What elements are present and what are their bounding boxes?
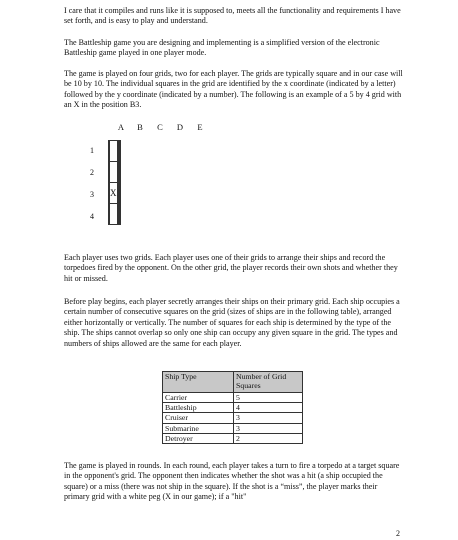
ship-name: Carrier <box>163 393 234 403</box>
ship-row <box>163 423 303 433</box>
ship-size: 3 <box>234 423 303 433</box>
ship-table <box>162 371 303 444</box>
grid-cell-marked: X <box>110 183 118 204</box>
example-grid <box>108 140 121 225</box>
column-label: E <box>197 122 203 132</box>
ship-name: Cruiser <box>163 413 234 423</box>
page-number: 2 <box>396 529 400 538</box>
ship-name: Detroyer <box>163 433 234 443</box>
grid-cell <box>110 141 118 162</box>
grid-row <box>109 162 121 183</box>
grid-cell <box>119 204 120 225</box>
grid-cell <box>119 183 120 204</box>
ship-row <box>163 433 303 443</box>
grid-cell <box>119 141 120 162</box>
paragraph-rounds: The game is played in rounds. In each round, each player takes a turn to fire a torpedo at a target square in the opponent's grid. The opponent then indicates whether the shot was a hit (a ship occupied the square) or a miss (there was not ship in the square). If the shot is a “miss”, the player marks their primary grid with a white peg (X in our game); if a "hit" <box>64 461 400 502</box>
grid-row <box>109 204 121 225</box>
grid-row <box>109 183 121 204</box>
header-ship-type: Ship Type <box>163 372 234 393</box>
column-label: C <box>157 122 163 132</box>
grid-row <box>109 141 121 162</box>
ship-name: Submarine <box>163 423 234 433</box>
ship-size: 5 <box>234 393 303 403</box>
ship-name: Battleship <box>163 403 234 413</box>
grid-cell <box>110 204 118 225</box>
ship-row <box>163 413 303 423</box>
row-label: 1 <box>90 146 94 155</box>
ship-row <box>163 403 303 413</box>
grid-cell <box>119 162 120 183</box>
column-label: B <box>137 122 143 132</box>
paragraph-grid-explanation: The game is played on four grids, two for each player. The grids are typically square and in our case will be 10 by 10. The individual squares in the grid are identified by the x coordinate (indicated by a letter) followed by the y coordinate (indicated by a number). The following is an example of a 5 by 4 grid with an X in the position B3. <box>64 69 403 110</box>
column-label: D <box>176 122 184 132</box>
grid-cell <box>110 162 118 183</box>
ship-size: 3 <box>234 413 303 423</box>
paragraph-ship-placement: Before play begins, each player secretly arranges their ships on their primary grid. Each ship occupies a certain number of consecutive squares on the grid (sizes of ships are in the following table), arranged either horizontally or vertically. The number of squares for each ship is determined by the type of the ship. The ships cannot overlap so only one ship can occupy any given square in the grid. The types and numbers of ships allowed are the same for each player. <box>64 297 400 348</box>
ship-table-header <box>163 372 303 393</box>
row-label: 4 <box>90 212 94 221</box>
ship-size: 2 <box>234 433 303 443</box>
paragraph-requirements: I care that it compiles and runs like it is supposed to, meets all the functionality and requirements I have set forth, and is easy to play and understand. <box>64 6 401 26</box>
ship-row <box>163 393 303 403</box>
row-label: 3 <box>90 190 94 199</box>
paragraph-game-description: The Battleship game you are designing and implementing is a simplified version of the electronic Battleship game played in one player mode. <box>64 38 380 58</box>
column-label: A <box>117 122 125 132</box>
header-grid-squares: Number of Grid Squares <box>234 372 303 393</box>
ship-size: 4 <box>234 403 303 413</box>
row-label: 2 <box>90 168 94 177</box>
paragraph-two-grids: Each player uses two grids. Each player uses one of their grids to arrange their ships and record the torpedoes fired by the opponent. On the other grid, the player records their own shots and whether they hit or missed. <box>64 253 398 283</box>
